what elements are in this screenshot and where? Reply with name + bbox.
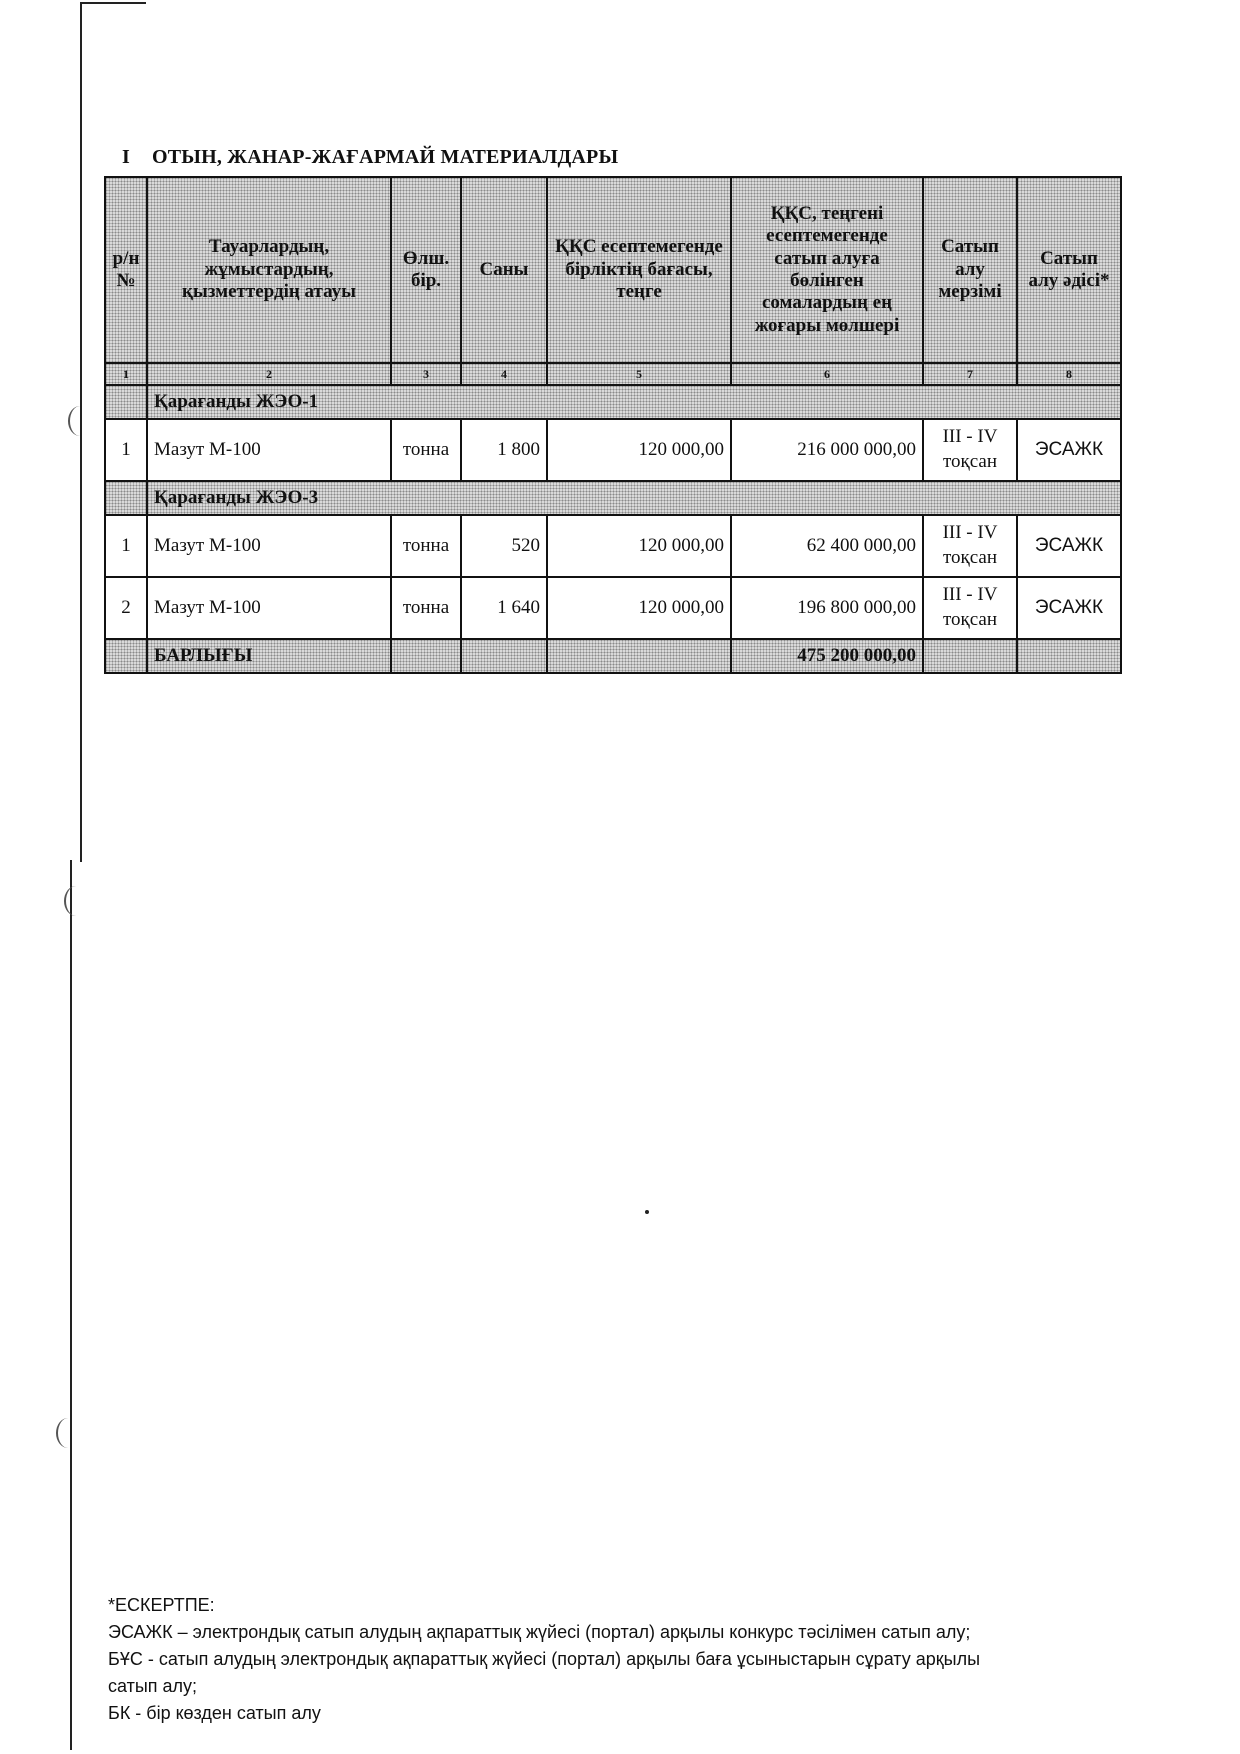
section-heading	[122, 146, 618, 169]
column-number: 4	[461, 363, 547, 385]
row-name: Мазут М-100	[147, 419, 391, 481]
table-row	[105, 515, 1121, 577]
group-name: Қарағанды ЖЭО-1	[147, 385, 1121, 419]
header-method: Сатып алу әдісі*	[1017, 177, 1121, 363]
table-row	[105, 419, 1121, 481]
row-period: III - IV тоқсан	[923, 577, 1017, 639]
note-line: БК - бір көзден сатып алу	[108, 1703, 321, 1723]
row-price: 120 000,00	[547, 419, 731, 481]
row-name: Мазут М-100	[147, 515, 391, 577]
row-qty: 1 800	[461, 419, 547, 481]
row-no: 2	[105, 577, 147, 639]
group-row	[105, 481, 1121, 515]
row-no: 1	[105, 515, 147, 577]
row-name: Мазут М-100	[147, 577, 391, 639]
row-price: 120 000,00	[547, 577, 731, 639]
total-value: 475 200 000,00	[731, 639, 923, 673]
header-row	[105, 177, 1121, 363]
row-unit: тонна	[391, 577, 461, 639]
footnotes	[108, 1592, 1118, 1727]
column-number: 2	[147, 363, 391, 385]
procurement-table	[104, 176, 1122, 674]
scan-border-top	[80, 2, 146, 4]
header-unit: Өлш. бір.	[391, 177, 461, 363]
note-line: БҰС - сатып алудың электрондық ақпараттық жүйесі (портал) арқылы баға ұсыныстарын сұрату арқылы	[108, 1649, 981, 1669]
row-period: III - IV тоқсан	[923, 515, 1017, 577]
header-unit-price: ҚҚС есептемегенде бірліктің бағасы, теңге	[547, 177, 731, 363]
punch-hole-mark-2	[64, 886, 88, 916]
header-qty: Саны	[461, 177, 547, 363]
section-number: I	[122, 146, 130, 168]
row-price: 120 000,00	[547, 515, 731, 577]
row-method: ЭСАЖК	[1017, 515, 1121, 577]
notes-title: *ЕСКЕРТПЕ:	[108, 1595, 215, 1615]
row-unit: тонна	[391, 419, 461, 481]
column-number: 5	[547, 363, 731, 385]
header-max-sum: ҚҚС, теңгені есептемегенде сатып алуға бөлінген сомалардың ең жоғары мөлшері	[731, 177, 923, 363]
row-max-sum: 216 000 000,00	[731, 419, 923, 481]
group-name: Қарағанды ЖЭО-3	[147, 481, 1121, 515]
table-row	[105, 577, 1121, 639]
punch-hole-mark-1	[68, 406, 92, 436]
row-method: ЭСАЖК	[1017, 419, 1121, 481]
row-no: 1	[105, 419, 147, 481]
column-number: 8	[1017, 363, 1121, 385]
row-unit: тонна	[391, 515, 461, 577]
row-max-sum: 62 400 000,00	[731, 515, 923, 577]
column-number: 7	[923, 363, 1017, 385]
row-qty: 1 640	[461, 577, 547, 639]
column-number: 6	[731, 363, 923, 385]
column-number: 3	[391, 363, 461, 385]
row-period: III - IV тоқсан	[923, 419, 1017, 481]
header-name: Тауарлардың, жұмыстардың, қызметтердің атауы	[147, 177, 391, 363]
note-line: ЭСАЖК – электрондық сатып алудың ақпараттық жүйесі (портал) арқылы конкурс тәсілімен сатып алу;	[108, 1622, 971, 1642]
row-max-sum: 196 800 000,00	[731, 577, 923, 639]
punch-hole-mark-3	[56, 1418, 80, 1448]
column-number: 1	[105, 363, 147, 385]
total-label: БАРЛЫҒЫ	[147, 639, 391, 673]
scan-border-left-lower	[70, 860, 72, 1750]
note-line: сатып алу;	[108, 1676, 198, 1696]
scan-speck	[645, 1210, 649, 1214]
header-period: Сатып алу мерзімі	[923, 177, 1017, 363]
section-title: ОТЫН, ЖАНАР-ЖАҒАРМАЙ МАТЕРИАЛДАРЫ	[152, 146, 619, 168]
column-number-row	[105, 363, 1121, 385]
total-row	[105, 639, 1121, 673]
row-qty: 520	[461, 515, 547, 577]
header-no: р/н №	[105, 177, 147, 363]
group-row	[105, 385, 1121, 419]
row-method: ЭСАЖК	[1017, 577, 1121, 639]
